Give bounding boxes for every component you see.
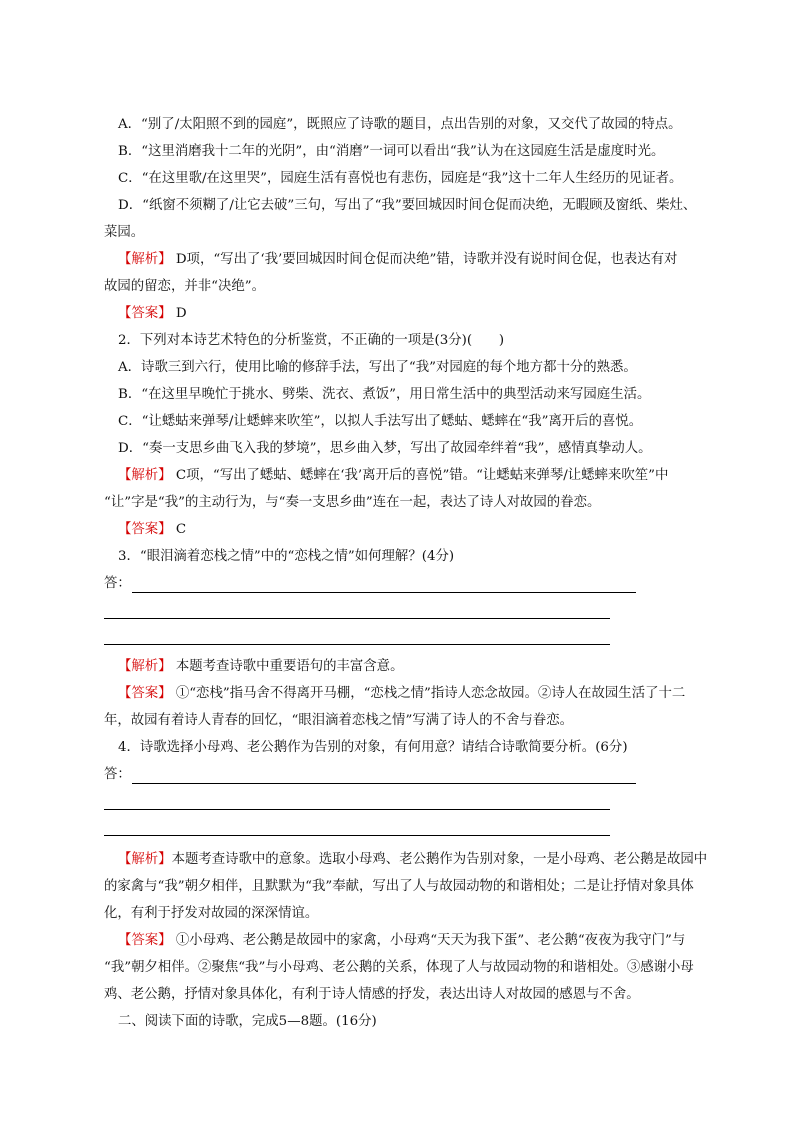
q2-stem: 2．下列对本诗艺术特色的分析鉴赏，不正确的一项是(3分)( ) bbox=[118, 333, 505, 348]
q1-option-b: B．“这里消磨我十二年的光阴”，由“消磨”一词可以看出“我”认为在这园庭生活是虚度时光。 bbox=[118, 144, 665, 159]
answer-text: ①小母鸡、老公鹅是故园中的家禽，小母鸡“天天为我下蛋”、老公鹅“夜夜为我守门”与 bbox=[171, 933, 686, 948]
q2-analysis-cont: “让”字是“我”的主动行为，与“奏一支思乡曲”连在一起，表达了诗人对故园的眷恋。 bbox=[104, 495, 601, 510]
q4-answer-cont: 鸡、老公鹅，抒情对象具体化，有利于诗人情感的抒发，表达出诗人对故园的感恩与不舍。 bbox=[104, 987, 640, 1002]
answer-tag: 【答案】 bbox=[118, 933, 172, 948]
q1-analysis-cont: 故园的留恋，并非“决绝”。 bbox=[104, 279, 265, 294]
answer-rule bbox=[132, 783, 636, 784]
q1-option-c: C．“在这里歌/在这里哭”，园庭生活有喜悦也有悲伤，园庭是“我”这十二年人生经历的见证者。 bbox=[118, 171, 683, 186]
analysis-text: C项，“写出了蟋蛄、蟋蟀在‘我’离开后的喜悦”错。“让蟋蛄来弹琴/让蟋蟀来吹笙”中 bbox=[171, 468, 669, 483]
q4-stem: 4．诗歌选择小母鸡、老公鹅作为告别的对象，有何用意？请结合诗歌简要分析。(6分) bbox=[118, 740, 628, 755]
answer-text: C bbox=[171, 522, 187, 537]
q2-answer bbox=[118, 521, 708, 539]
q1-option-a: A．“别了/太阳照不到的园庭”，既照应了诗歌的题目，点出告别的对象，又交代了故园的特点。 bbox=[118, 117, 682, 132]
answer-text: D bbox=[171, 306, 187, 321]
q2-option-a: A．诗歌三到六行，使用比喻的修辞手法，写出了“我”对园庭的每个地方都十分的熟悉。 bbox=[118, 360, 637, 375]
analysis-tag: 【解析】 bbox=[118, 252, 172, 267]
q3-analysis bbox=[118, 658, 708, 676]
answer-label: 答： bbox=[104, 767, 131, 782]
q4-answer bbox=[118, 932, 708, 950]
answer-text: ①“恋栈”指马舍不得离开马棚，“恋栈之情”指诗人恋念故园。②诗人在故园生活了十二 bbox=[171, 686, 686, 701]
q2-option-d: D．“奏一支思乡曲飞入我的梦境”，思乡曲入梦，写出了故园牵绊着“我”，感情真挚动人。 bbox=[118, 441, 652, 456]
q3-answer-field[interactable] bbox=[104, 575, 636, 595]
q1-analysis bbox=[118, 251, 708, 269]
q1-option-d: D．“纸窗不须糊了/让它去破”三句，写出了“我”要回城因时间仓促而决绝，无暇顾及窗纸、柴灶、 bbox=[118, 198, 697, 213]
q2-analysis bbox=[118, 467, 708, 485]
section-heading: 二、阅读下面的诗歌，完成5—8题。(16分) bbox=[118, 1014, 377, 1029]
answer-label: 答： bbox=[104, 576, 131, 591]
answer-tag: 【答案】 bbox=[118, 306, 172, 321]
answer-rule[interactable] bbox=[104, 618, 610, 619]
answer-rule[interactable] bbox=[104, 835, 610, 836]
q3-stem: 3．“眼泪滴着恋栈之情”中的“恋栈之情”如何理解？(4分) bbox=[118, 549, 455, 564]
q4-answer-cont: “我”朝夕相伴。②聚焦“我”与小母鸡、老公鹅的关系，体现了人与故园动物的和谐相处。③感谢小母 bbox=[104, 960, 694, 975]
answer-rule[interactable] bbox=[104, 644, 610, 645]
answer-tag: 【答案】 bbox=[118, 686, 172, 701]
analysis-tag: 【解析】 bbox=[118, 659, 172, 674]
q1-answer bbox=[118, 305, 708, 323]
q3-answer bbox=[118, 685, 708, 703]
answer-rule[interactable] bbox=[104, 809, 610, 810]
analysis-tag: 【解析】 bbox=[118, 468, 172, 483]
q2-option-c: C．“让蟋蛄来弹琴/让蟋蟀来吹笙”，以拟人手法写出了蟋蛄、蟋蟀在“我”离开后的喜悦。 bbox=[118, 414, 643, 429]
q4-analysis-cont: 的家禽与“我”朝夕相伴，且默默为“我”奉献，写出了人与故园动物的和谐相处；二是让抒情对象具体 bbox=[104, 879, 694, 894]
analysis-tag: 【解析】 bbox=[118, 852, 172, 867]
q4-answer-field[interactable] bbox=[104, 766, 636, 786]
q4-analysis bbox=[118, 851, 708, 869]
answer-rule bbox=[132, 592, 636, 593]
q1-option-d-cont: 菜园。 bbox=[104, 225, 145, 240]
analysis-text: D项，“写出了‘我’要回城因时间仓促而决绝”错，诗歌并没有说时间仓促，也表达有对 bbox=[171, 252, 678, 267]
answer-tag: 【答案】 bbox=[118, 522, 172, 537]
q3-answer-cont: 年，故园有着诗人青春的回忆，“眼泪滴着恋栈之情”写满了诗人的不舍与眷恋。 bbox=[104, 713, 573, 728]
q4-analysis-cont: 化，有利于抒发对故园的深深情谊。 bbox=[104, 906, 319, 921]
analysis-text: 本题考查诗歌中的意象。选取小母鸡、老公鹅作为告别对象，一是小母鸡、老公鹅是故园中 bbox=[171, 852, 708, 867]
analysis-text: 本题考查诗歌中重要语句的丰富含意。 bbox=[171, 659, 404, 674]
q2-option-b: B．“在这里早晚忙于挑水、劈柴、洗衣、煮饭”，用日常生活中的典型活动来写园庭生活。 bbox=[118, 387, 651, 402]
